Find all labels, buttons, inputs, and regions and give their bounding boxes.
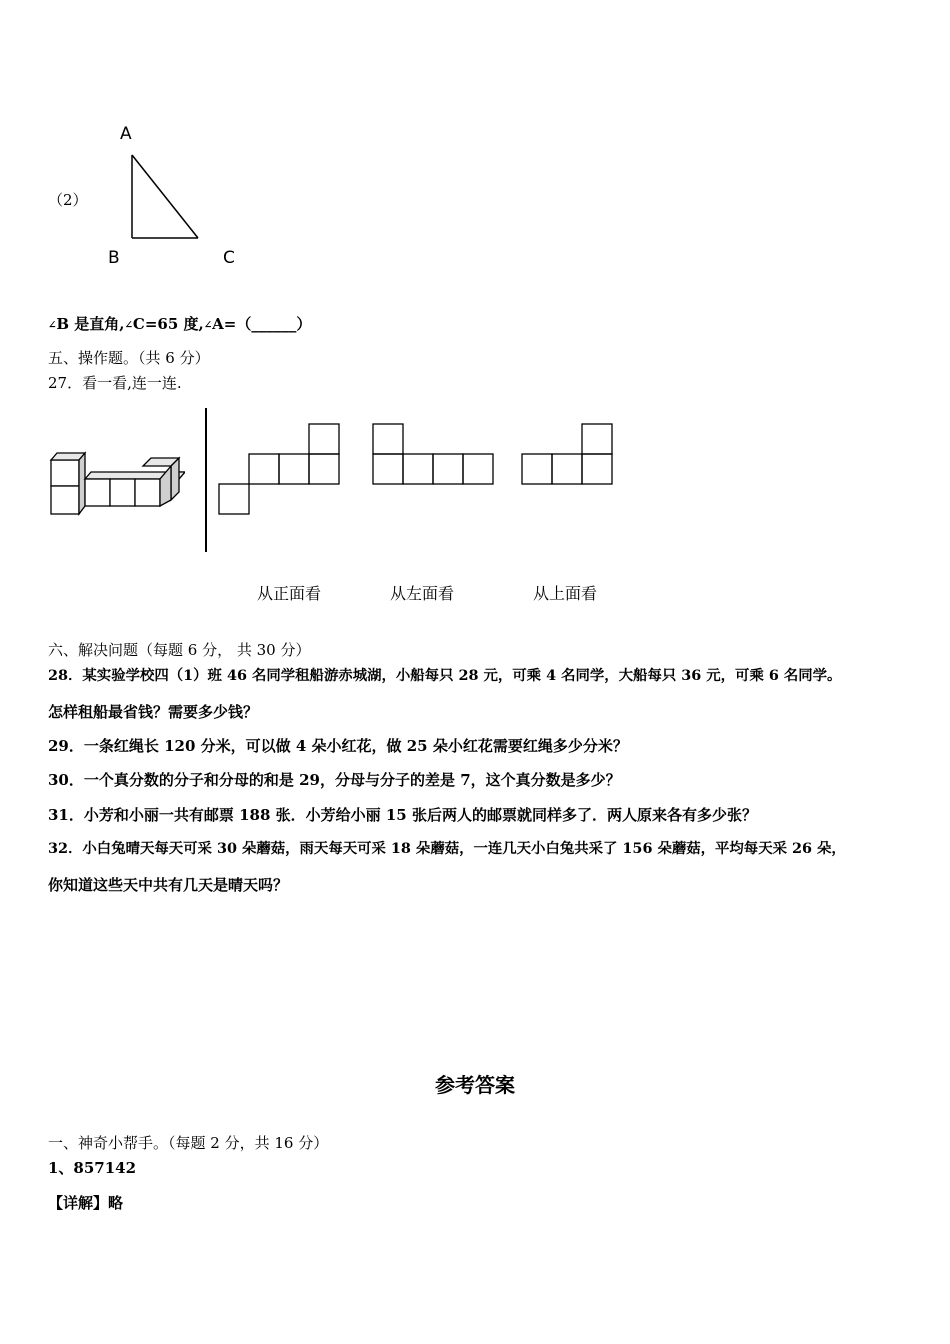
question-31: 31．小芳和小丽一共有邮票 188 张．小芳给小丽 15 张后两人的邮票就同样多了．两人原来各有多少张？	[48, 806, 757, 824]
front-view-cell	[279, 454, 309, 484]
top-view-cell	[552, 454, 582, 484]
top-view-cell	[582, 454, 612, 484]
left-view-cell	[373, 424, 403, 454]
top-view-cell	[522, 454, 552, 484]
vertex-c-label: C	[223, 248, 235, 268]
front-view-cell	[219, 484, 249, 514]
answer-1: 1、857142	[48, 1159, 137, 1177]
question-28-line1: 28．某实验学校四（1）班 46 名同学租船游赤城湖，小船每只 28 元，可乘 4 名同学，大船每只 36 元，可乘 6 名同学。	[48, 667, 842, 684]
side-ac	[132, 155, 198, 238]
cube-solid-figure	[45, 448, 185, 520]
view-grids	[215, 420, 625, 520]
view-label-top: 从上面看	[533, 584, 598, 603]
angle-a-blank: A=（______）	[212, 315, 312, 333]
top-view-cell	[582, 424, 612, 454]
answers-section-1-heading: 一、神奇小帮手。（每题 2 分，共 16 分）	[48, 1134, 329, 1152]
question-32-line2: 你知道这些天中共有几天是晴天吗？	[48, 876, 289, 894]
triangle-figure	[100, 115, 250, 275]
left-view-cell	[463, 454, 493, 484]
question-29: 29．一条红绳长 120 分米，可以做 4 朵小红花，做 25 朵小红花需要红绳多少分米？	[48, 737, 628, 755]
vertex-a-label: A	[120, 124, 132, 144]
question-28-line2: 怎样租船最省钱？需要多少钱？	[48, 703, 259, 721]
angle-sign: ∠	[124, 320, 133, 331]
question-27: 27．看一看,连一连.	[48, 374, 182, 392]
angle-sign: ∠	[48, 320, 57, 331]
angle-sign: ∠	[203, 320, 213, 331]
front-view-cell	[309, 424, 339, 454]
angle-b-text: B 是直角,	[56, 315, 125, 333]
left-view-cell	[403, 454, 433, 484]
vertex-b-label: B	[108, 248, 120, 268]
left-view-cell	[373, 454, 403, 484]
question-30: 30．一个真分数的分子和分母的和是 29，分母与分子的差是 7，这个真分数是多少？	[48, 771, 621, 789]
angle-question	[48, 314, 311, 336]
section-6-heading: 六、解决问题（每题 6 分， 共 30 分）	[48, 641, 311, 659]
answer-1-detail: 【详解】略	[48, 1194, 124, 1212]
answers-title: 参考答案	[435, 1073, 515, 1097]
angle-c-text: C=65 度,	[132, 315, 204, 333]
part-label: （2）	[48, 191, 88, 209]
left-view-cell	[433, 454, 463, 484]
section-5-heading: 五、操作题。（共 6 分）	[48, 349, 210, 367]
front-view-cell	[309, 454, 339, 484]
view-label-front: 从正面看	[257, 584, 322, 603]
question-32-line1: 32．小白兔晴天每天可采 30 朵蘑菇，雨天每天可采 18 朵蘑菇，一连几天小白兔共采了 156 朵蘑菇，平均每天采 26 朵，	[48, 840, 846, 857]
vertical-divider	[205, 408, 207, 552]
front-view-cell	[249, 454, 279, 484]
view-label-left: 从左面看	[390, 584, 455, 603]
